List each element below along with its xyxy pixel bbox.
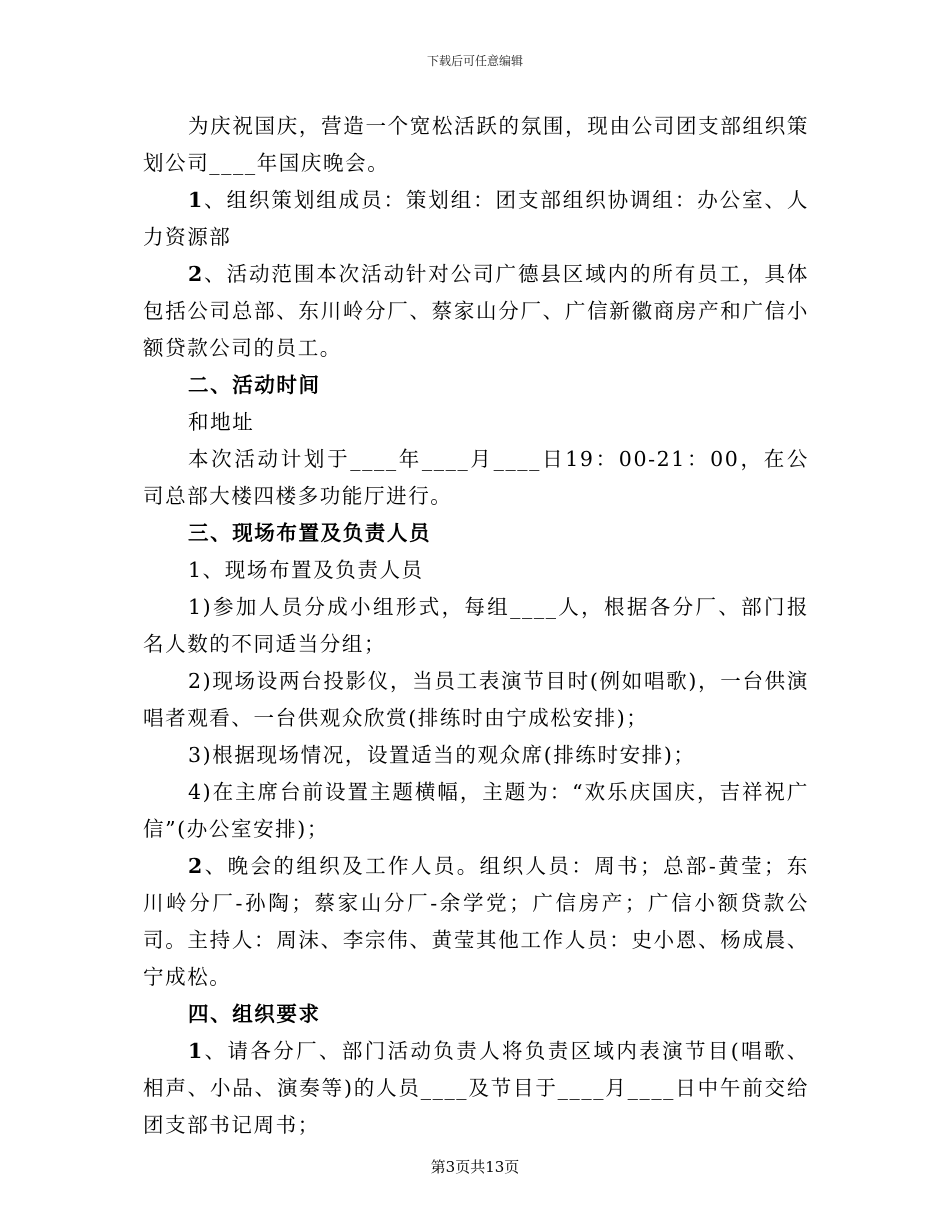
intro-paragraph: 为庆祝国庆，营造一个宽松活跃的氛围，现由公司团支部组织策划公司____年国庆晚会。 (143, 114, 809, 175)
page-footer: 第3页共13页 (430, 1158, 520, 1176)
page-header: 下载后可任意编辑 (426, 54, 523, 68)
section-heading-location: 和地址 (188, 410, 255, 434)
venue-item-1: 1)参加人员分成小组形式，每组____人，根据各分厂、部门报名人数的不同适当分组； (143, 595, 809, 656)
venue-subheading: 1、现场布置及负责人员 (188, 558, 424, 582)
section-heading-venue: 三、现场布置及负责人员 (188, 521, 432, 545)
venue-item-3: 3)根据现场情况，设置适当的观众席(排练时安排)； (188, 743, 696, 767)
schedule-paragraph: 本次活动计划于____年____月____日19：00-21：00，在公司总部大楼四楼多功能厅进行。 (143, 447, 809, 508)
document-body (143, 108, 809, 1144)
section-heading-time: 二、活动时间 (188, 373, 321, 397)
planning-members-paragraph: 1、组织策划组成员：策划组：团支部组织协调组：办公室、人力资源部 (143, 188, 809, 249)
activity-scope-paragraph: 2、活动范围本次活动针对公司广德县区域内的所有员工，具体包括公司总部、东川岭分厂、蔡家山分厂、广信新徽商房产和广信小额贷款公司的员工。 (143, 262, 809, 360)
venue-item-4: 4)在主席台前设置主题横幅，主题为：“欢乐庆国庆，吉祥祝广信”(办公室安排)； (143, 780, 809, 841)
venue-item-2: 2)现场设两台投影仪，当员工表演节目时(例如唱歌)，一台供演唱者观看、一台供观众欣赏(排练时由宁成松安排)； (143, 669, 809, 730)
requirements-item-1: 1、请各分厂、部门活动负责人将负责区域内表演节目(唱歌、相声、小品、演奏等)的人员____及节目于____月____日中午前交给团支部书记周书； (143, 1039, 809, 1137)
section-heading-requirements: 四、组织要求 (188, 1002, 321, 1026)
staff-paragraph: 2、晚会的组织及工作人员。组织人员：周书；总部-黄莹；东川岭分厂-孙陶；蔡家山分厂-余学党；广信房产；广信小额贷款公司。主持人：周沫、李宗伟、黄莹其他工作人员：史小恩、杨成晨、宁成松。 (143, 854, 809, 989)
